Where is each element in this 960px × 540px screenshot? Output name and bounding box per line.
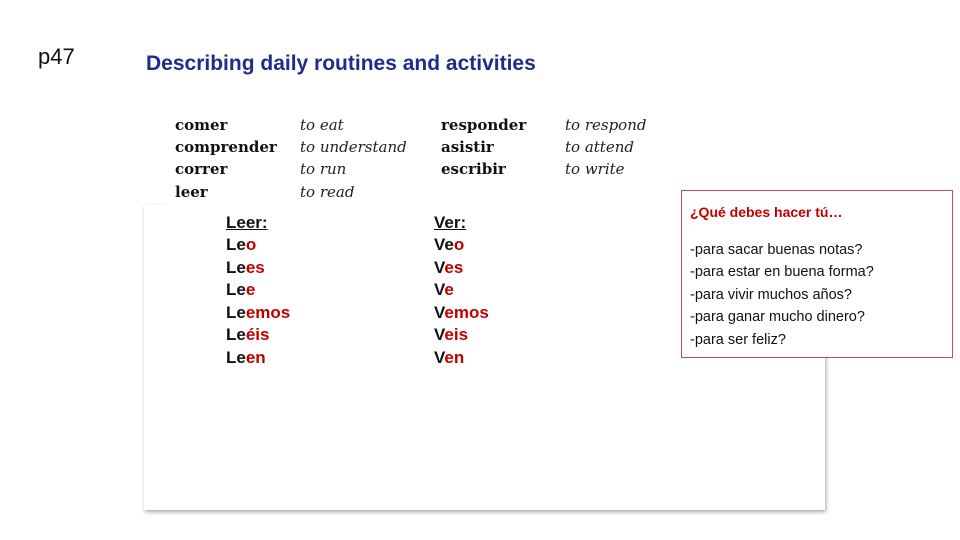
verb-ending: es xyxy=(444,257,464,277)
verb-ending: en xyxy=(444,347,465,367)
verb-form xyxy=(226,302,290,325)
verb-form xyxy=(434,257,489,280)
verb-ending: éis xyxy=(245,325,270,344)
verb-form xyxy=(434,347,489,370)
verb-ending: eis xyxy=(444,325,469,344)
conjugation-header: Leer: xyxy=(226,213,268,232)
verb-form xyxy=(226,324,290,347)
question-item: -para estar en buena forma? xyxy=(690,264,874,280)
verb-stem: V xyxy=(434,325,445,344)
vocab-spanish: leer xyxy=(175,183,208,201)
vocab-spanish: comer xyxy=(175,116,228,134)
verb-form xyxy=(226,234,290,257)
vocab-english: to read xyxy=(300,183,355,201)
vocab-spanish: escribir xyxy=(441,160,506,178)
verb-ending: o xyxy=(453,235,465,254)
vocab-english: to respond xyxy=(565,116,647,134)
ver-conjugation xyxy=(434,212,489,369)
vocab-english: to run xyxy=(300,160,347,178)
verb-stem: Ve xyxy=(434,235,454,254)
vocab-english: to write xyxy=(565,160,625,178)
verb-ending: emos xyxy=(444,302,489,322)
question-heading: ¿Qué debes hacer tú… xyxy=(690,204,843,220)
verb-stem: V xyxy=(434,302,445,322)
verb-stem: Le xyxy=(226,325,246,344)
question-item: -para sacar buenas notas? xyxy=(690,242,863,258)
verb-ending: es xyxy=(245,257,265,277)
vocab-english: to understand xyxy=(300,138,407,156)
verb-stem: Le xyxy=(226,302,246,322)
vocab-english: to eat xyxy=(300,116,344,134)
verb-stem: Le xyxy=(226,235,246,254)
page-number: p47 xyxy=(38,44,75,69)
verb-ending: o xyxy=(245,235,257,254)
vocab-spanish: correr xyxy=(175,160,228,178)
verb-ending: e xyxy=(444,280,454,299)
verb-form xyxy=(226,347,290,370)
vocab-spanish: asistir xyxy=(441,138,494,156)
conjugation-header: Ver: xyxy=(434,213,467,232)
verb-form xyxy=(226,279,290,302)
verb-stem: Le xyxy=(226,257,246,277)
vocab-spanish: comprender xyxy=(175,138,277,156)
conjugation-area xyxy=(146,208,681,373)
verb-stem: V xyxy=(434,257,445,277)
verb-form xyxy=(434,302,489,325)
verb-form xyxy=(434,234,489,257)
question-item: -para ganar mucho dinero? xyxy=(690,309,865,325)
verb-form xyxy=(434,279,489,302)
verb-ending: en xyxy=(245,347,266,367)
verb-form xyxy=(434,324,489,347)
verb-ending: emos xyxy=(245,302,291,322)
vocabulary-table xyxy=(165,110,685,208)
verb-form xyxy=(226,257,290,280)
leer-conjugation xyxy=(226,212,290,369)
vocab-english: to attend xyxy=(565,138,634,156)
verb-ending: e xyxy=(245,280,256,299)
question-item: -para vivir muchos años? xyxy=(690,287,852,303)
verb-stem: Le xyxy=(226,347,246,367)
verb-stem: V xyxy=(434,280,445,299)
verb-stem: Le xyxy=(226,280,246,299)
slide-title: Describing daily routines and activities xyxy=(146,52,536,75)
question-box xyxy=(681,190,953,358)
verb-stem: V xyxy=(434,347,445,367)
vocab-spanish: responder xyxy=(441,116,527,134)
question-item: -para ser feliz? xyxy=(690,332,786,348)
